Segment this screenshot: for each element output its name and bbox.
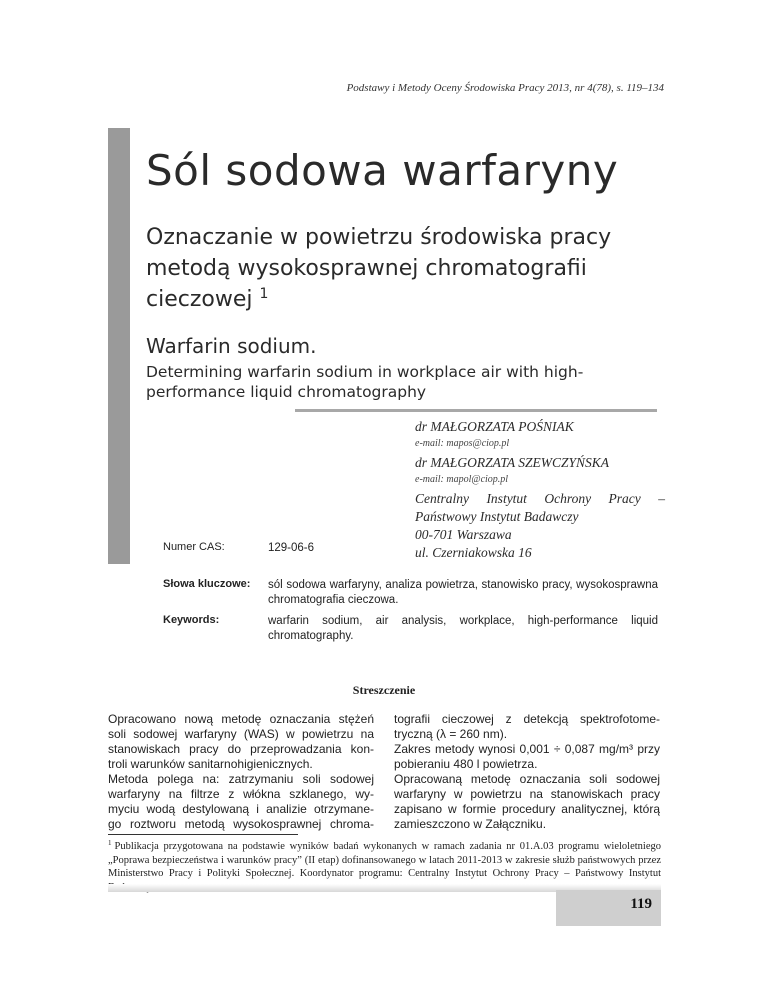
article-title: Sól sodowa warfaryny (146, 146, 619, 195)
author-email: e-mail: mapos@ciop.pl (415, 438, 510, 449)
abstract-line: Opracowaną metodę oznaczania soli sodowej (394, 772, 660, 786)
institution-address: 00-701 Warszawa (415, 527, 512, 542)
abstract-line: zapisano w formie procedury analitycznej, którą (394, 802, 660, 816)
abstract-line: soli sodowej warfaryny (WAS) w powietrzu na (108, 727, 374, 741)
title-divider (295, 409, 657, 412)
footnote-separator (108, 834, 298, 835)
abstract-line: Zakres metody wynosi 0,001 ÷ 0,087 mg/m³ przy (394, 742, 660, 756)
institution-line: Centralny Instytut Ochrony Pracy – (415, 491, 665, 506)
abstract-line: warfaryny na filtrze z włókna szklanego, wy- (108, 787, 374, 801)
article-subtitle-text: Oznaczanie w powietrzu środowiska pracy metodą wysokosprawnej chromatografii cieczowej (146, 225, 612, 312)
keywords-pl-value: sól sodowa warfaryny, analiza powietrza, stanowisko pracy, wysokosprawna chromatografia cieczowa. (268, 579, 658, 606)
abstract-line: myciu wodą destylowaną i analizie otrzymane- (108, 802, 374, 816)
keywords-en-value: warfarin sodium, air analysis, workplace, high-performance liquid chromatography. (268, 615, 658, 642)
institution-line: Państwowy Instytut Badawczy (415, 509, 579, 524)
keywords-pl-label: Słowa kluczowe: (163, 578, 251, 590)
abstract-line: go roztworu metodą wysokosprawnej chroma- (108, 817, 374, 831)
decorative-side-bar (108, 128, 130, 564)
author-name: dr MAŁGORZATA POŚNIAK (415, 419, 574, 434)
author-name: dr MAŁGORZATA SZEWCZYŃSKA (415, 455, 610, 470)
keywords-en-label: Keywords: (163, 614, 220, 626)
running-header: Podstawy i Metody Oceny Środowiska Pracy 2013, nr 4(78), s. 119–134 (346, 82, 664, 94)
institution-street: ul. Czerniakowska 16 (415, 545, 532, 560)
abstract-line: zamieszczono w Załączniku. (394, 817, 547, 831)
abstract-line: Metoda polega na: zatrzymaniu soli sodowej (108, 772, 374, 786)
abstract-heading: Streszczenie (352, 683, 416, 697)
author-email: e-mail: mapol@ciop.pl (415, 474, 509, 485)
abstract-line: tografii cieczowej z detekcją spektrofotome- (394, 712, 660, 726)
abstract-line: tryczną (λ = 260 nm). (394, 727, 508, 741)
abstract-line: troli warunków sanitarnohigienicznych. (108, 757, 313, 771)
abstract-line: warfaryny w powietrzu na stanowiskach pracy (394, 787, 660, 801)
english-title: Warfarin sodium. (146, 334, 317, 358)
abstract-line: Opracowano nową metodę oznaczania stężeń (108, 712, 374, 726)
article-subtitle (146, 222, 616, 315)
english-subtitle: Determining warfarin sodium in workplace air with high-performance liquid chromatography (146, 363, 584, 401)
abstract-line: pobieraniu 480 l powietrza. (394, 757, 538, 771)
page-number: 119 (630, 896, 652, 912)
footnote-marker: 1 (108, 839, 112, 847)
cas-label: Numer CAS: (163, 541, 225, 553)
abstract-column-right (394, 712, 660, 832)
abstract-line: stanowiskach pracy do przeprowadzania kon- (108, 742, 374, 756)
footnote-reference: 1 (259, 286, 269, 302)
footnote-text: Publikacja przygotowana na podstawie wyników badań wykonanych w ramach zadania nr 01.A.03 programu wieloletniego „Poprawa bezpieczeństwa i warunków pracy” (II etap) dofinansowanego w latach 2011-2013 w zakresie służb państwowych przez Ministerstwo Pracy i Polityki Społecznej. Koordynator programu: Centralny Instytut Ochrony Pracy – Państwowy Instytut (108, 841, 661, 879)
abstract-column-left (108, 712, 374, 832)
cas-value: 129-06-6 (268, 542, 315, 554)
